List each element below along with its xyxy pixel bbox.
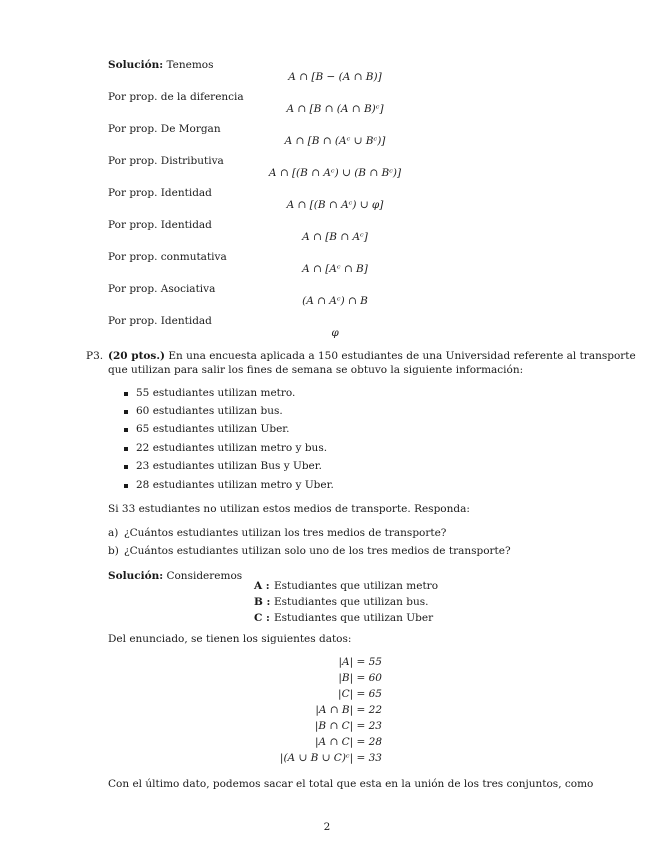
step-expr: (A ∩ Aᶜ) ∩ B: [302, 295, 368, 307]
step-reason: Por prop. Asociativa: [108, 283, 216, 295]
question-text: ¿Cuántos estudiantes utilizan los tres medios de transporte?: [124, 527, 447, 539]
list-item: 65 estudiantes utilizan Uber.: [136, 423, 290, 435]
step-expr: A ∩ [B ∩ (A ∩ B)ᶜ]: [286, 103, 384, 115]
solution-intro: Consideremos: [166, 570, 243, 582]
page-number: 2: [323, 821, 331, 833]
step-reason: Por prop. Identidad: [108, 187, 212, 199]
step-expr: A ∩ [(B ∩ Aᶜ) ∪ (B ∩ Bᶜ)]: [268, 167, 402, 179]
list-item: 22 estudiantes utilizan metro y bus.: [136, 442, 328, 454]
solution-intro: Tenemos: [166, 59, 214, 71]
list-item: 28 estudiantes utilizan metro y Uber.: [136, 479, 334, 491]
bullet-icon: [124, 392, 128, 396]
step-expr: A ∩ [Aᶜ ∩ B]: [302, 263, 368, 275]
step-reason: Por prop. Identidad: [108, 219, 212, 231]
solution1-heading: [108, 60, 214, 71]
problem-statement-line1: [108, 351, 636, 362]
step-expr: A ∩ [B ∩ (Aᶜ ∪ Bᶜ)]: [284, 135, 386, 147]
step-reason: Por prop. de la diferencia: [108, 91, 244, 103]
bullet-icon: [124, 484, 128, 488]
equation: |B| = 60: [338, 672, 382, 684]
bullet-icon: [124, 410, 128, 414]
equation: |A ∩ B| = 22: [315, 704, 382, 716]
bullet-icon: [124, 428, 128, 432]
solution-label: Solución:: [108, 570, 164, 582]
problem-statement-line2: que utilizan para salir los fines de semana se obtuvo la siguiente información:: [108, 364, 524, 376]
problem-number: P3.: [86, 350, 104, 362]
closing-text: Con el último dato, podemos sacar el total que esta en la unión de los tres conjuntos, como: [108, 778, 594, 790]
step-reason: Por prop. Distributiva: [108, 155, 224, 167]
bullet-icon: [124, 447, 128, 451]
step-expr: A ∩ [(B ∩ Aᶜ) ∪ φ]: [286, 199, 384, 211]
equation: |C| = 65: [338, 688, 382, 700]
set-symbol: C :: [254, 612, 270, 624]
step-reason: Por prop. conmutativa: [108, 251, 227, 263]
set-description: Estudiantes que utilizan metro: [274, 580, 439, 592]
step-expr: A ∩ [B ∩ Aᶜ]: [302, 231, 368, 243]
set-description: Estudiantes que utilizan Uber: [274, 612, 434, 624]
set-symbol: B :: [254, 596, 271, 608]
list-item: 23 estudiantes utilizan Bus y Uber.: [136, 460, 322, 472]
question-text: ¿Cuántos estudiantes utilizan solo uno de los tres medios de transporte?: [124, 545, 511, 557]
data-intro: Del enunciado, se tienen los siguientes datos:: [108, 633, 352, 645]
list-item: 60 estudiantes utilizan bus.: [136, 405, 283, 417]
set-description: Estudiantes que utilizan bus.: [274, 596, 429, 608]
solution2-heading: [108, 571, 242, 582]
step-reason: Por prop. De Morgan: [108, 123, 221, 135]
equation: |B ∩ C| = 23: [314, 720, 382, 732]
list-item: 55 estudiantes utilizan metro.: [136, 387, 296, 399]
question-label: a): [108, 527, 119, 539]
solution-label: Solución:: [108, 59, 164, 71]
equation: |A| = 55: [338, 656, 382, 668]
problem-condition: Si 33 estudiantes no utilizan estos medios de transporte. Responda:: [108, 503, 470, 515]
equation: |A ∩ C| = 28: [315, 736, 382, 748]
problem-statement-text: En una encuesta aplicada a 150 estudiantes de una Universidad referente al transporte: [168, 350, 636, 362]
step-expr: φ: [331, 327, 339, 339]
question-label: b): [108, 545, 119, 557]
set-symbol: A :: [254, 580, 270, 592]
step-expr: A ∩ [B − (A ∩ B)]: [288, 71, 382, 83]
bullet-icon: [124, 465, 128, 469]
equation: |(A ∪ B ∪ C)ᶜ| = 33: [279, 752, 382, 764]
step-reason: Por prop. Identidad: [108, 315, 212, 327]
problem-points: (20 ptos.): [108, 350, 165, 362]
